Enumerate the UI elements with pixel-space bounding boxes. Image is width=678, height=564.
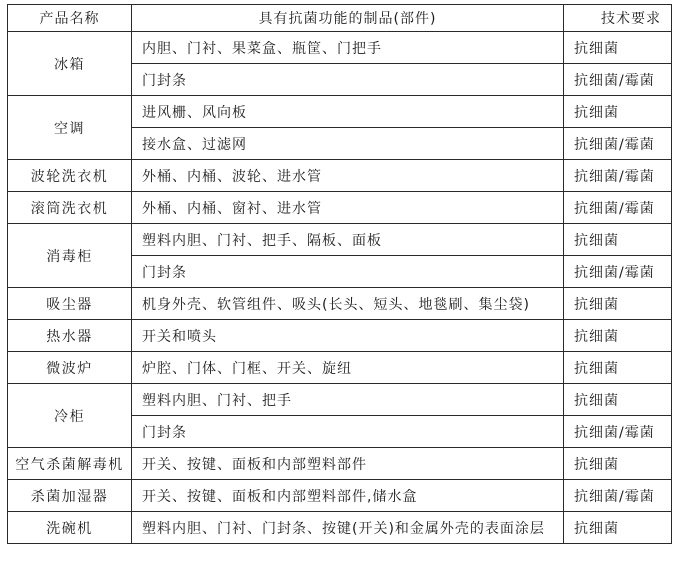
requirement-cell: 抗细菌	[564, 512, 672, 544]
parts-cell: 机身外壳、软管组件、吸头(长头、短头、地毯刷、集尘袋)	[132, 288, 564, 320]
requirement-cell: 抗细菌/霉菌	[564, 160, 672, 192]
requirement-cell: 抗细菌	[564, 32, 672, 64]
requirement-cell: 抗细菌	[564, 384, 672, 416]
table-row	[8, 384, 672, 416]
parts-cell: 门封条	[132, 64, 564, 96]
table-body	[8, 32, 672, 544]
product-name-cell: 波轮洗衣机	[8, 160, 132, 192]
table-row	[8, 448, 672, 480]
requirement-cell: 抗细菌/霉菌	[564, 64, 672, 96]
requirement-cell: 抗细菌	[564, 320, 672, 352]
table-row	[8, 96, 672, 128]
product-name-cell: 杀菌加湿器	[8, 480, 132, 512]
parts-cell: 塑料内胆、门衬、把手、隔板、面板	[132, 224, 564, 256]
parts-cell: 外桶、内桶、波轮、进水管	[132, 160, 564, 192]
table-row	[8, 352, 672, 384]
table-row	[8, 160, 672, 192]
table-row	[8, 480, 672, 512]
requirement-cell: 抗细菌	[564, 96, 672, 128]
parts-cell: 外桶、内桶、窗衬、进水管	[132, 192, 564, 224]
table-row	[8, 320, 672, 352]
product-name-cell: 吸尘器	[8, 288, 132, 320]
table-row	[8, 512, 672, 544]
parts-cell: 接水盒、过滤网	[132, 128, 564, 160]
parts-cell: 塑料内胆、门衬、把手	[132, 384, 564, 416]
parts-cell: 进风栅、风向板	[132, 96, 564, 128]
product-name-cell: 洗碗机	[8, 512, 132, 544]
requirement-cell: 抗细菌/霉菌	[564, 256, 672, 288]
requirement-cell: 抗细菌/霉菌	[564, 192, 672, 224]
product-name-cell: 空气杀菌解毒机	[8, 448, 132, 480]
requirement-cell: 抗细菌/霉菌	[564, 480, 672, 512]
table-header	[8, 5, 672, 32]
requirement-cell: 抗细菌	[564, 352, 672, 384]
product-name-cell: 冷柜	[8, 384, 132, 448]
header-parts: 具有抗菌功能的制品(部件)	[132, 5, 564, 32]
requirement-cell: 抗细菌	[564, 224, 672, 256]
parts-cell: 开关、按键、面板和内部塑料部件	[132, 448, 564, 480]
table-row	[8, 288, 672, 320]
parts-cell: 炉腔、门体、门框、开关、旋纽	[132, 352, 564, 384]
table-row	[8, 192, 672, 224]
product-name-cell: 滚筒洗衣机	[8, 192, 132, 224]
parts-cell: 门封条	[132, 256, 564, 288]
product-name-cell: 消毒柜	[8, 224, 132, 288]
product-name-cell: 热水器	[8, 320, 132, 352]
table-row	[8, 32, 672, 64]
requirement-cell: 抗细菌/霉菌	[564, 416, 672, 448]
header-technical-requirement: 技术要求	[564, 5, 672, 32]
antibacterial-spec-table	[7, 4, 672, 544]
parts-cell: 门封条	[132, 416, 564, 448]
parts-cell: 开关、按键、面板和内部塑料部件,储水盒	[132, 480, 564, 512]
product-name-cell: 冰箱	[8, 32, 132, 96]
product-name-cell: 空调	[8, 96, 132, 160]
requirement-cell: 抗细菌/霉菌	[564, 128, 672, 160]
parts-cell: 开关和喷头	[132, 320, 564, 352]
table-row	[8, 224, 672, 256]
parts-cell: 塑料内胆、门衬、门封条、按键(开关)和金属外壳的表面涂层	[132, 512, 564, 544]
requirement-cell: 抗细菌	[564, 288, 672, 320]
requirement-cell: 抗细菌	[564, 448, 672, 480]
document-page	[7, 4, 671, 544]
header-product-name: 产品名称	[8, 5, 132, 32]
product-name-cell: 微波炉	[8, 352, 132, 384]
parts-cell: 内胆、门衬、果菜盒、瓶筐、门把手	[132, 32, 564, 64]
header-row	[8, 5, 672, 32]
